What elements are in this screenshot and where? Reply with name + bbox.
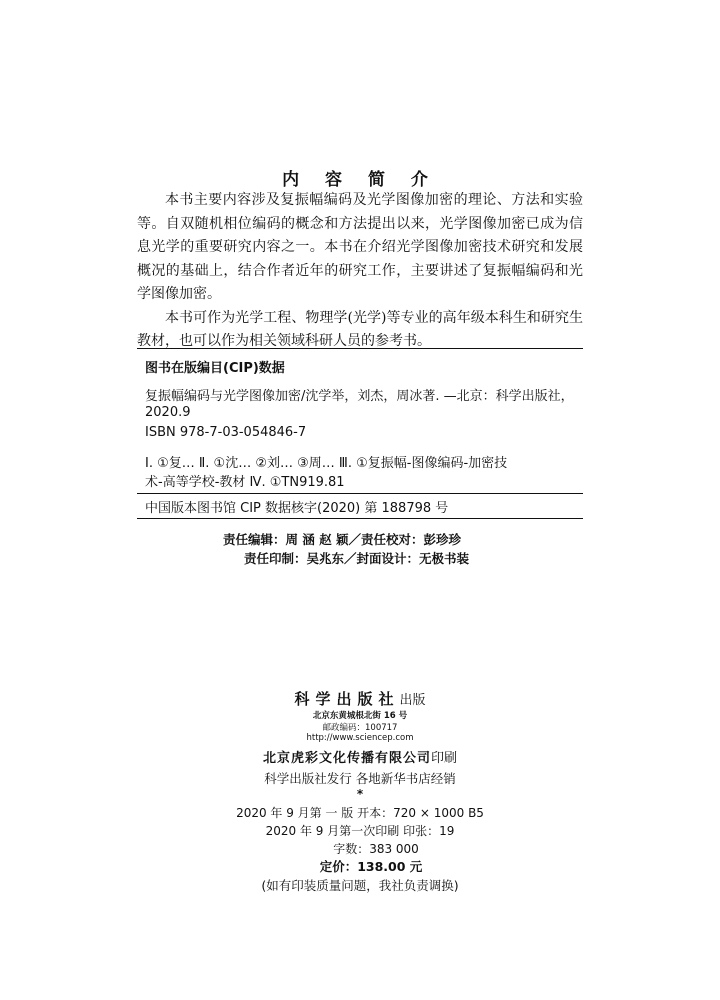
cip-middle-rule [137,493,583,494]
cip-bottom-rule [137,518,583,519]
cip-classification-line: 术-高等学校-教材 Ⅳ. ①TN919.81 [145,475,345,490]
word-count: 字数：383 000 [333,842,419,856]
publisher-line [0,688,720,709]
cip-classification-line: Ⅰ. ①复… Ⅱ. ①沈… ②刘… ③周… Ⅲ. ①复振幅-图像编码-加密技 [145,456,508,471]
separator-star: * [356,787,364,801]
summary-title: 内 容 简 介 [282,170,438,190]
cip-isbn: ISBN 978-7-03-054846-7 [145,425,307,440]
printer-line [0,747,720,766]
printing-line: 2020 年 9 月第一次印刷 印张：19 [265,824,455,838]
quality-notice: (如有印装质量问题，我社负责调换) [261,878,459,893]
price: 定价：138.00 元 [319,859,423,874]
publisher-logo-text: 科学出版社 [294,690,400,708]
printer-name: 北京虎彩文化传播有限公司 [262,751,431,766]
summary-paragraph: 本书主要内容涉及复振幅编码及光学图像加密的理论、方法和实验等。自双随机相位编码的概念和方法提出以来，光学图像加密已成为信息光学的重要研究内容之一。本书在介绍光学图像加密技术研究和发展概况的基础上，结合作者近年的研究工作，主要讲述了复振幅编码和光学图像加密。 [137,192,583,302]
publisher-address: 北京东黄城根北街 16 号 [312,711,408,721]
cip-heading: 图书在版编目(CIP)数据 [145,361,285,376]
editors-line1: 责任编辑：周 涵 赵 颖／责任校对：彭珍珍 [223,532,462,547]
edition-line: 2020 年 9 月第 一 版 开本：720 × 1000 B5 [236,806,484,820]
printer-action: 印刷 [431,751,458,766]
publisher-url: http://www.sciencep.com [306,733,414,743]
summary-body [137,189,583,354]
cip-top-rule [137,348,583,349]
summary-paragraph: 本书可作为光学工程、物理学(光学)等专业的高年级本科生和研究生教材，也可以作为相关领域科研人员的参考书。 [137,309,583,349]
cip-record-line: 复振幅编码与光学图像加密/沈学举，刘杰，周冰著. —北京：科学出版社， [145,389,574,404]
distribution-line: 科学出版社发行 各地新华书店经销 [264,771,456,786]
publisher-postcode: 邮政编码：100717 [322,723,398,733]
cip-library-line: 中国版本图书馆 CIP 数据核字(2020) 第 188798 号 [145,501,449,516]
cip-record-line: 2020.9 [145,405,191,420]
editors-line2: 责任印制：吴兆东／封面设计：无极书装 [244,551,470,566]
publisher-action: 出版 [399,693,426,708]
